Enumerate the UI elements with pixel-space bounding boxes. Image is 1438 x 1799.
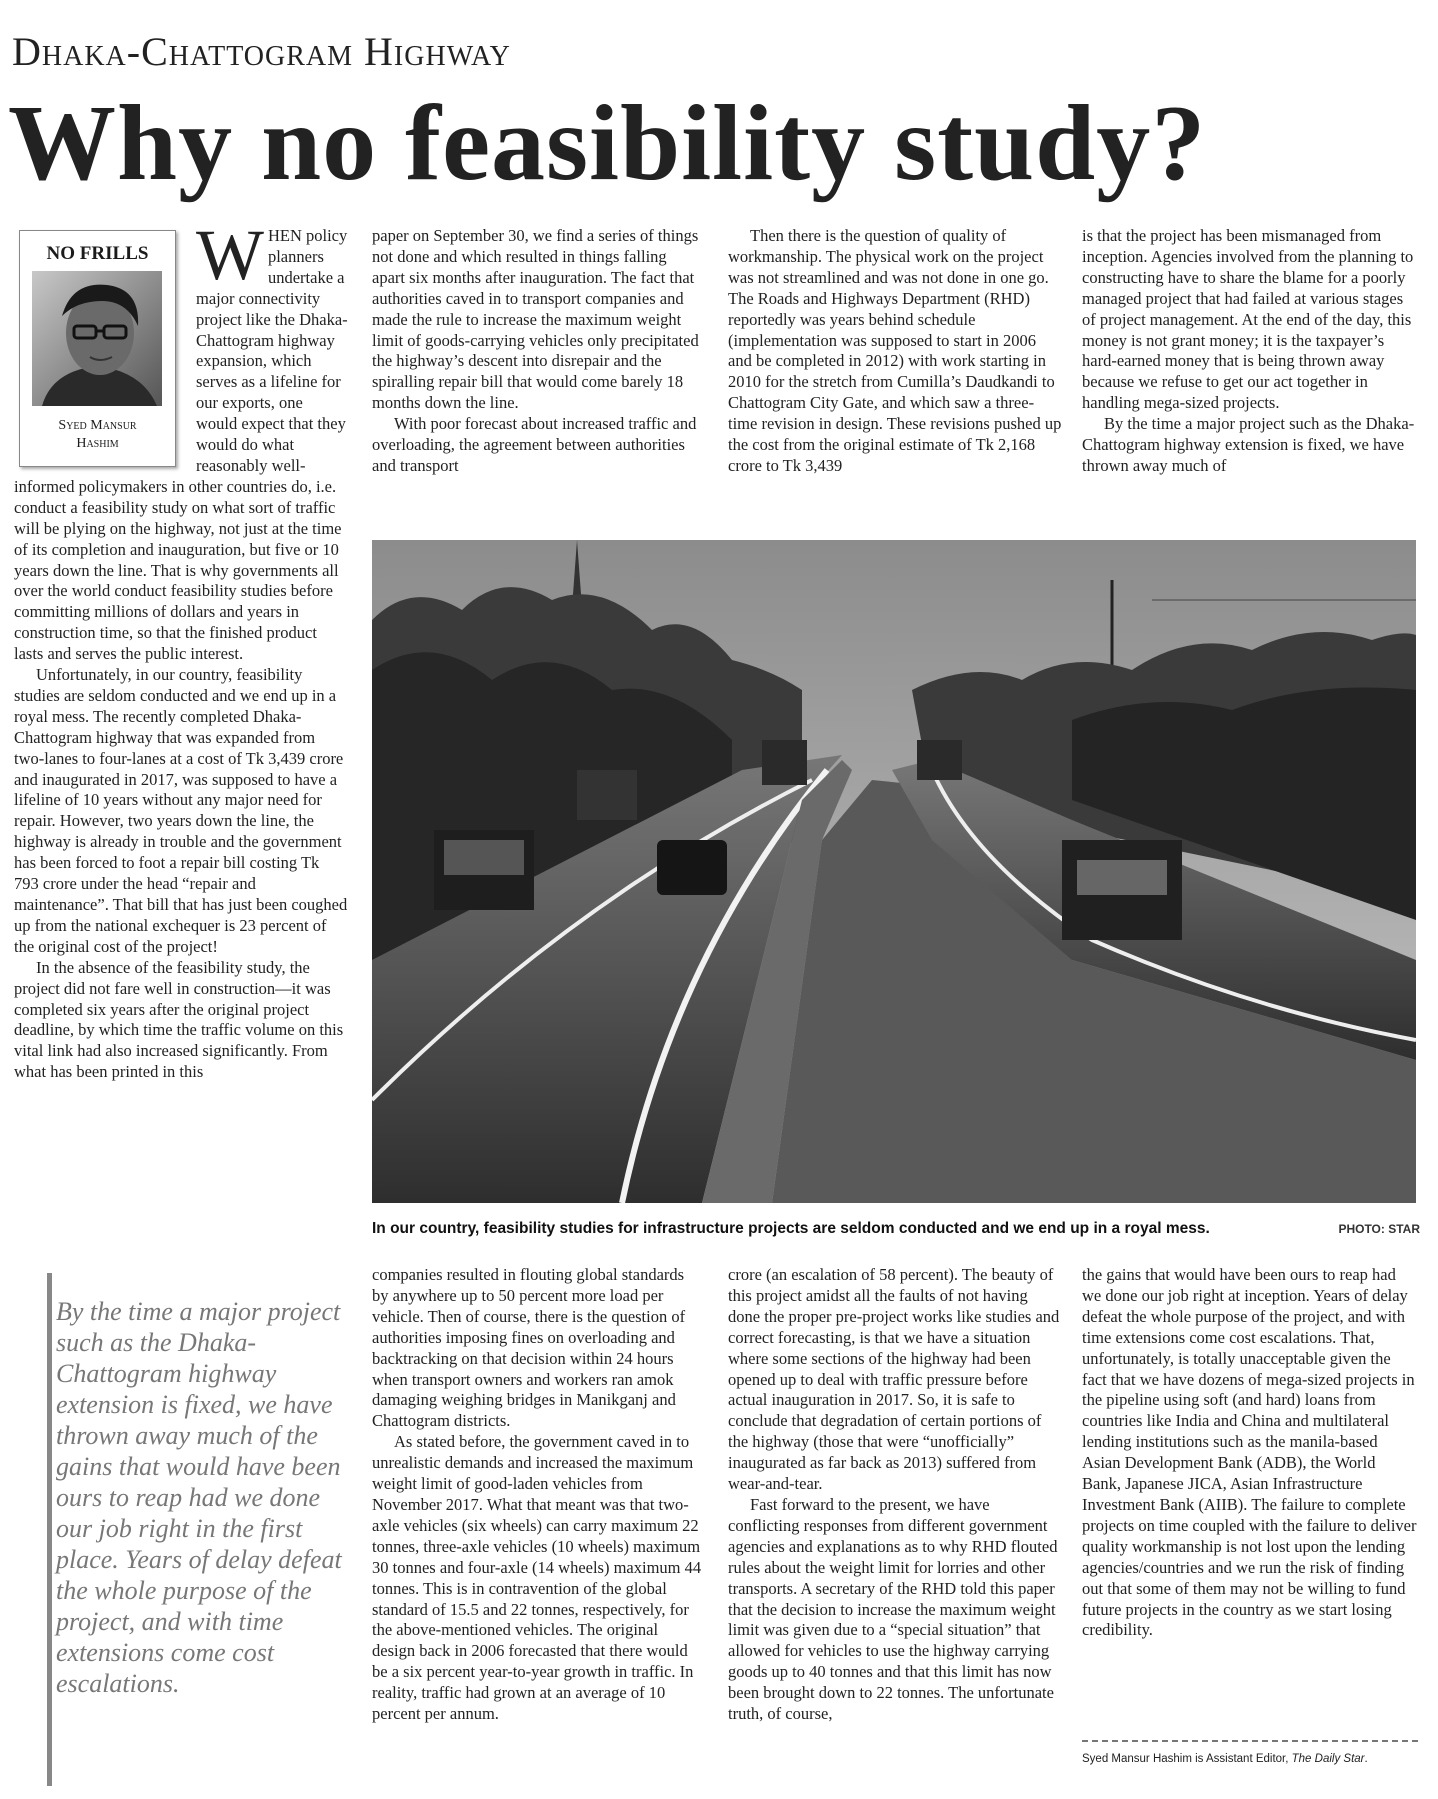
column-3-bottom bbox=[728, 1265, 1062, 1725]
paragraph: Unfortunately, in our country, feasibility studies are seldom conducted and we end up in a royal mess. The recently completed Dhaka-Chattogram highway that was expanded from two-lanes to four-lanes at a cost of Tk 3,439 crore and inaugurated in 2017, was supposed to have a lifeline of 10 years without any major need for repair. However, two years down the line, the highway is already in trouble and the government has been forced to foot a repair bill costing Tk 793 crore under the head “repair and maintenance”. That bill that has just been coughed up from the national exchequer is 23 percent of the original cost of the project! bbox=[14, 665, 348, 956]
author-bio: Syed Mansur Hashim is Assistant Editor, The Daily Star. bbox=[1082, 1753, 1368, 1765]
paragraph: paper on September 30, we find a series of things not done and which resulted in things falling apart six months after inauguration. The fact that authorities caved in to transport companies and made the rule to increase the maximum weight limit of goods-carrying vehicles only precipitated the highway’s descent into disrepair and the spiralling repair bill that would come barely 18 months down the line. bbox=[372, 226, 699, 413]
photo-credit: PHOTO: STAR bbox=[1338, 1222, 1420, 1236]
column-4-top bbox=[1082, 226, 1418, 477]
column-1 bbox=[14, 215, 348, 1083]
pull-quote: By the time a major project such as the Dhaka-Chattogram highway extension is fixed, we have thrown away much of the gains that would have been ours to reap had we done our job right in the first place. Years of delay defeat the whole purpose of the project, and with time extensions come cost escalations. bbox=[56, 1297, 342, 1698]
paragraph: WHEN policy planners undertake a major connectivity project like the Dhaka-Chattogram highway expansion, which serves as a lifeline for our exports, one would expect that they would do what reasonably well-informed policymakers in other countries do, i.e. conduct a feasibility study on what sort of traffic will be plying on the highway, not just at the time of its completion and inauguration, but five or 10 years down the line. That is why governments all over the world conduct feasibility studies before committing millions of dollars and years in construction time, so that the finished product lasts and serves the public interest. bbox=[14, 215, 348, 664]
dropcap: W bbox=[196, 215, 264, 295]
highway-photo bbox=[372, 540, 1416, 1203]
byline-spacer bbox=[14, 226, 196, 462]
paragraph: As stated before, the government caved in to unrealistic demands and increased the maximum weight limit of good-laden vehicles from November 2017. What that meant was that two-axle vehicles (six wheels) can carry maximum 22 tonnes, three-axle vehicles (10 wheels) maximum 30 tonnes and four-axle (14 wheels) maximum 44 tonnes. This is in contravention of the global standard of 15.5 and 22 tonnes, respectively, for the above-mentioned vehicles. The original design back in 2006 forecasted that there would be a six percent year-to-year growth in traffic. In reality, traffic had grown at an average of 10 percent per annum. bbox=[372, 1432, 702, 1724]
paragraph: With poor forecast about increased traffic and overloading, the agreement between authorities and transport bbox=[372, 414, 697, 475]
paragraph: the gains that would have been ours to reap had we done our job right at inception. Years of delay defeat the whole purpose of the project, and with time extensions come cost escalations. That, unfortunately, is totally unacceptable given the fact that we have dozens of mega-sized projects in the pipeline using soft (and hard) loans from countries like India and China and multilateral lending institutions such as the manila-based Asian Development Bank (ADB), the World Bank, Japanese JICA, Asian Infrastructure Investment Bank (AIIB). The failure to complete projects on time coupled with the failure to deliver quality workmanship is not lost upon the lending agencies/countries and we run the risk of finding out that some of them may not be willing to fund future projects in the country as we start losing credibility. bbox=[1082, 1265, 1417, 1640]
paragraph: companies resulted in flouting global standards by anywhere up to 50 percent more load per vehicle. Then of course, there is the question of authorities imposing fines on overloading and backtracking on that decision within 24 hours when transport owners and workers ran amok damaging weighing bridges in Manikganj and Chattogram districts. bbox=[372, 1265, 686, 1431]
paragraph: Then there is the question of quality of workmanship. The physical work on the project was not streamlined and was not done in one go. The Roads and Highways Department (RHD) reportedly was years behind schedule (implementation was supposed to start in 2006 and be completed in 2012) with work starting in 2010 for the stretch from Cumilla’s Daudkandi to Chattogram City Gate, and which saw a three-time revision in design. These revisions pushed up the cost from the original estimate of Tk 2,168 crore to Tk 3,439 bbox=[728, 226, 1062, 475]
kicker-heading: Dhaka-Chattogram Highway bbox=[12, 29, 511, 74]
author-name: Syed Mansur Hashim bbox=[58, 418, 137, 451]
column-2-bottom bbox=[372, 1265, 702, 1725]
pull-quote-bar bbox=[47, 1273, 52, 1786]
column-2-top bbox=[372, 226, 702, 477]
paragraph: Fast forward to the present, we have conflicting responses from different government agencies and explanations as to why RHD flouted rules about the weight limit for lorries and other transports. A secretary of the RHD told this paper that the decision to increase the maximum weight limit was given due to a “special situation” that allowed for vehicles to use the highway carrying goods up to 40 tonnes and that this limit has now been brought down to 22 tonnes. The unfortunate truth, of course, bbox=[728, 1494, 1058, 1724]
column-label: NO FRILLS bbox=[46, 243, 149, 264]
paragraph: crore (an escalation of 58 percent). The beauty of this project amidst all the faults of not having done the proper pre-project works like studies and correct forecasting, is that we have a situation where some sections of the highway had been opened up to deal with traffic pressure before actual inauguration in 2017. So, it is safe to conclude that degradation of certain portions of the highway (those that were “unofficially” inaugurated as far back as 2013) suffered from wear-and-tear. bbox=[728, 1265, 1060, 1494]
bio-divider bbox=[1082, 1740, 1418, 1742]
headline: Why no feasibility study? bbox=[8, 84, 1207, 203]
column-3-top bbox=[728, 226, 1062, 477]
photo-caption: In our country, feasibility studies for infrastructure projects are seldom conducted and we end up in a royal mess. bbox=[372, 1220, 1210, 1237]
column-4-bottom bbox=[1082, 1265, 1418, 1641]
paragraph: is that the project has been mismanaged from inception. Agencies involved from the planning to constructing have to share the blame for a poorly managed project that had failed at various stages of project management. At the end of the day, this money is not grant money; it is the taxpayer’s hard-earned money that is being thrown away because we refuse to get our act together in handling mega-sized projects. bbox=[1082, 226, 1414, 413]
paragraph: By the time a major project such as the Dhaka-Chattogram highway extension is fixed, we have thrown away much of bbox=[1082, 414, 1415, 475]
paragraph: In the absence of the feasibility study, the project did not fare well in construction—it was completed six years after the original project deadline, by which time the traffic volume on this vital link had also increased significantly. From what has been printed in this bbox=[14, 957, 344, 1082]
